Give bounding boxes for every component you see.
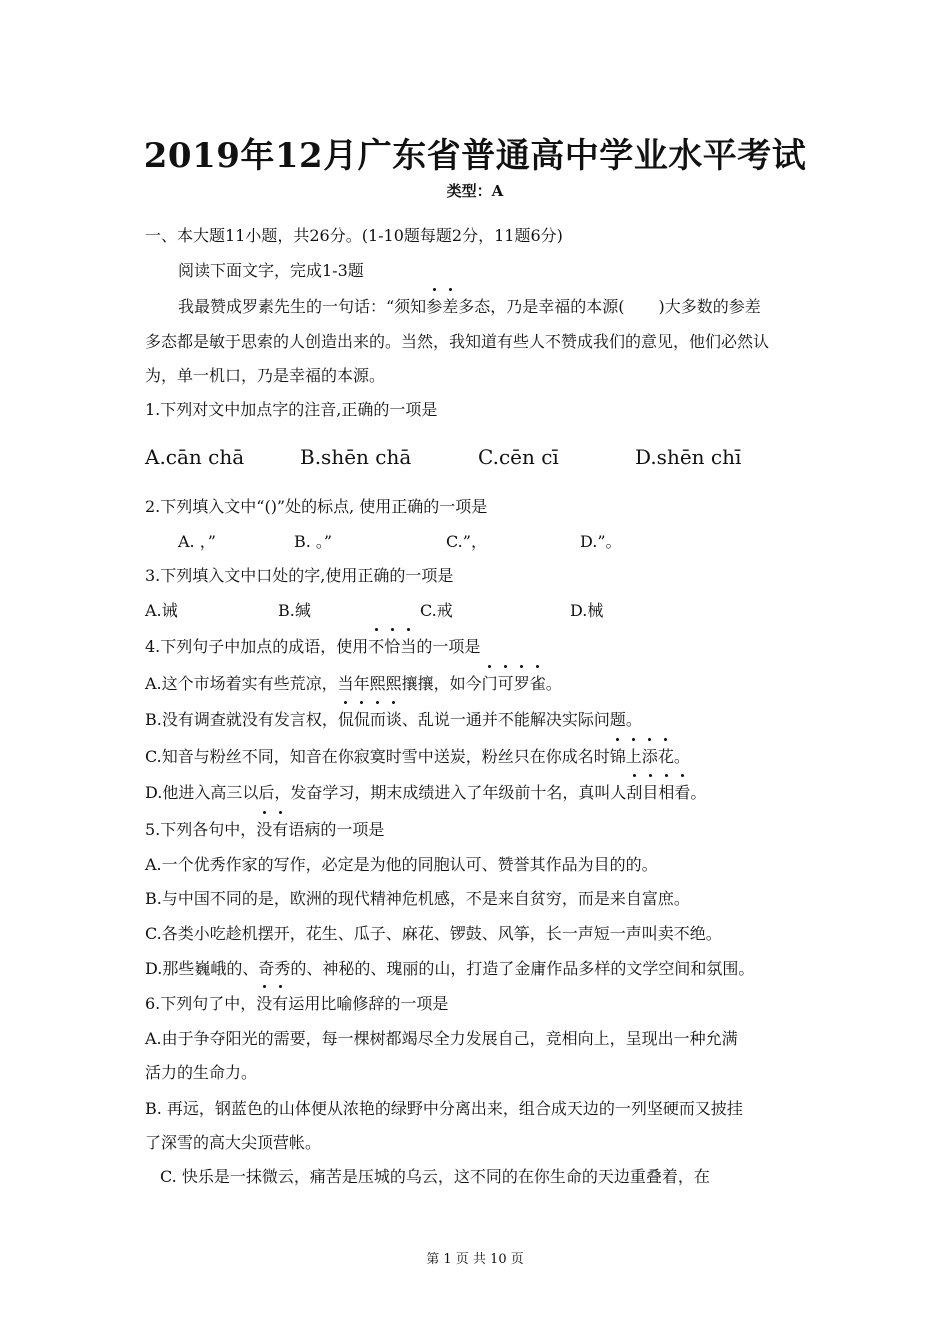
emphasized-char: 侃 [338,710,354,730]
q3-option-c: C.戒 [420,601,453,620]
emphasized-char: 恰 [384,637,400,657]
q6-option-a-line-2: 活力的生命力。 [145,1063,258,1082]
exam-type: 类型：A [446,182,504,200]
emphasized-char: 雀 [530,674,546,694]
question-6-stem: 6.下列句了中，没 有 运用比喻修辞的一项是 [145,994,448,1014]
passage-text: )大多数的参差 [658,297,761,316]
emphasized-char: 参 [426,297,442,317]
question-1-stem: 1.下列对文中加点字的注音,正确的一项是 [145,400,438,419]
emphasized-char: 门 [482,674,498,694]
reading-instruction: 阅读下面文字，完成1-3题 [178,261,364,280]
q4-option-b: B.没有调查就没有发言权，侃 侃 而 谈 、乱说一通并不能解决实际问题。 [145,710,642,730]
q4-option-c: C.知音与粉丝不同，知音在你寂寞时雪中送炭，粉丝只在你成名时锦 上 添 花 。 [145,747,690,767]
q1-option-d: D.shēn chī [635,445,742,469]
passage-text: 多态，乃是幸福的本源( [458,297,625,316]
question-5-stem: 5.下列各句中，没 有 语病的一项是 [145,820,384,840]
q2-option-c: C.”， [446,532,487,551]
emphasized-char: 锦 [610,747,626,767]
emphasized-char: 不 [368,637,384,657]
emphasized-char: 有 [272,994,288,1014]
emphasized-char: 而 [370,710,386,730]
q4-option-d: D.他进入高三以后，发奋学习，期末成绩进入了年级前十名，真叫人刮 目 相 看 。 [145,783,706,803]
passage-line-3: 为，单一机口，乃是幸福的本源。 [145,366,386,385]
question-2-stem: 2.下列填入文中“()”处的标点, 使用正确的一项是 [145,497,488,516]
page-title: 2019年12月广东省普通高中学业水平考试 [143,136,807,176]
q6-option-c-line-1: C. 快乐是一抹微云，痛苦是压城的乌云，这不同的在你生命的天边重叠着，在 [160,1167,710,1186]
emphasized-char: 目 [642,783,658,803]
q2-option-a: A. ，” [178,532,216,551]
emphasized-char: 差 [442,297,458,317]
emphasized-char: 花 [658,747,674,767]
emphasized-char: 没 [256,994,272,1014]
q6-option-b-line-1: B. 再远，钢蓝色的山体便从浓艳的绿野中分离出来，组合成天边的一列坚硬而又披挂 [145,1099,743,1118]
emphasized-char: 刮 [626,783,642,803]
emphasized-char: 谈 [386,710,402,730]
emphasized-char: 侃 [354,710,370,730]
question-4-stem: 4.下列句子中加点的成语，使用不 恰 当 的一项是 [145,637,480,657]
emphasized-char: 上 [626,747,642,767]
q6-option-a-line-1: A.由于争夺阳光的需要，每一棵树都竭尽全力发展自己，竞相向上，呈现出一种允满 [145,1029,738,1048]
passage-text: 我最赞成罗素先生的一句话：“须知 [178,297,427,316]
emphasized-char: 罗 [514,674,530,694]
passage-line-1 [178,297,761,317]
q5-option-b: B.与中国不同的是，欧洲的现代精神危机感，不是来自贫穷，而是来自富庶。 [145,889,690,908]
q3-option-a: A.诫 [145,601,178,620]
q1-option-c: C.cēn cī [478,445,559,469]
q5-option-d: D.那些巍峨的、奇秀的、神秘的、瑰丽的山，打造了金庸作品多样的文学空间和氛围。 [145,959,755,978]
q4-option-a: A.这个市场着实有些荒凉，当年熙熙攘攘，如今门 可 罗 雀 。 [145,674,562,694]
emphasized-char: 看 [674,783,690,803]
emphasized-char: 可 [498,674,514,694]
emphasized-char: 相 [658,783,674,803]
q3-option-b: B.缄 [278,601,311,620]
section-heading: 一、本大题11小题，共26分。(1-10题每题2分，11题6分) [145,226,563,245]
q1-option-b: B.shēn chā [300,445,412,469]
q2-option-d: D.”。 [580,532,622,551]
page-footer: 第 1 页 共 10 页 [426,1252,524,1267]
q5-option-c: C.各类小吃趁机摆开，花生、瓜子、麻花、锣鼓、风筝，长一声短一声叫卖不绝。 [145,924,722,943]
emphasized-char: 当 [400,637,416,657]
question-3-stem: 3.下列填入文中口处的字,使用正确的一项是 [145,566,454,585]
q5-option-a: A.一个优秀作家的写作，必定是为他的同胞认可、赞誉其作品为目的的。 [145,855,658,874]
q3-option-d: D.械 [570,601,604,620]
q6-option-b-line-2: 了深雪的高大尖顶营帐。 [145,1133,322,1152]
emphasized-char: 有 [272,820,288,840]
emphasized-char: 添 [642,747,658,767]
q2-option-b: B. 。” [294,532,333,551]
passage-line-2: 多态都是敏于思索的人创造出来的。当然，我知道有些人不赞成我们的意见，他们必然认 [145,332,770,351]
q1-option-a: A.cān chā [145,445,245,469]
emphasized-char: 没 [256,820,272,840]
